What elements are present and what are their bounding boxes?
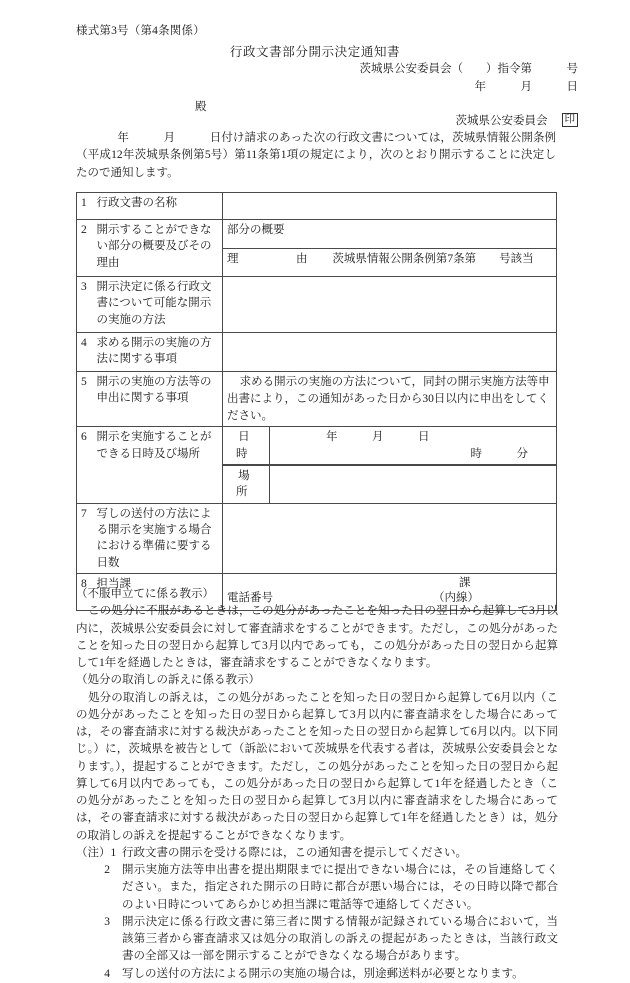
row6-label: 開示を実施することができる日時及び場所 bbox=[96, 431, 212, 460]
row2-reason-label: 理 由 bbox=[227, 253, 308, 265]
row6-datetime-value-cell[interactable] bbox=[270, 427, 557, 464]
seal-stamp-icon: 印 bbox=[562, 113, 579, 127]
row5-label: 開示の実施の方法等の申出に関する事項 bbox=[96, 376, 212, 405]
row6-place-subtable bbox=[223, 465, 556, 503]
row4-value-cell[interactable] bbox=[223, 333, 557, 372]
note-item bbox=[76, 862, 558, 914]
row1-label: 行政文書の名称 bbox=[96, 197, 178, 209]
row6-label-cell bbox=[77, 427, 223, 503]
row8-label: 担当課 bbox=[96, 577, 132, 590]
row2-reason-cell[interactable] bbox=[223, 249, 557, 277]
order-number-line: 茨城県公安委員会（ ）指令第 号 bbox=[359, 63, 578, 75]
row7-label-cell bbox=[77, 503, 223, 573]
row3-number: 3 bbox=[81, 281, 87, 293]
issuer-name: 茨城県公安委員会 bbox=[455, 115, 548, 127]
row2-number: 2 bbox=[81, 224, 87, 236]
row8-section-suffix: 課 bbox=[459, 576, 471, 589]
note-marker-3: 3 bbox=[104, 915, 110, 928]
row1-label-cell bbox=[77, 193, 223, 220]
revocation-paragraph: 処分の取消しの訴えは，この処分があったことを知った日の翌日から起算して6月以内（この処分があったことを知った日の翌日から起算して3月以内に審査請求をした場合にあっては，その審査請求に対する裁決があったことを知った日の翌日から起算して6月以内。以下同じ。）に，茨城県を被告として（訴訟において茨城県を代表する者は，茨城県公安委員会となります。），提起することができます。ただし，この処分があったことを知った日の翌日から起算して6月以内であっても，この処分があった日の翌日から起算して1年を経過したとき（この処分があったことを知った日の翌日から起算して3月以内に審査請求をした場合にあっては，その審査請求に対する裁決があった日の翌日から起算して1年を経過したとき）は，処分の取消しの訴えを提起することができなくなります。 bbox=[76, 691, 558, 842]
row4-label: 求める開示の実施の方法に関する事項 bbox=[96, 337, 212, 366]
note-text-3: 開示決定に係る行政文書に第三者に関する情報が記録されている場合において，当該第三者から審査請求又は処分の取消しの訴えの提起があったときは，当該行政文書の全部又は一部を開示することができなくなる場合があります。 bbox=[122, 915, 558, 963]
row7-number: 7 bbox=[81, 507, 87, 520]
row4-number: 4 bbox=[81, 337, 87, 349]
note-item bbox=[76, 845, 558, 862]
note-marker-4: 4 bbox=[104, 967, 110, 980]
table-row-document-name bbox=[77, 193, 557, 220]
row8-tel-label: 電話番号 bbox=[227, 591, 273, 604]
row5-value-cell bbox=[223, 372, 557, 427]
row6-datetime-line1: 年 月 日 bbox=[326, 431, 430, 444]
note-text-2: 開示実施方法等申出書を提出期限までに提出できない場合には，その旨連絡してください。また，指定された開示の日時に都合が悪い場合には，その日時以降で都合のよい日時についてあらかじめ担当課に電話等で連絡してください。 bbox=[122, 864, 558, 911]
note-marker-2: 2 bbox=[104, 864, 110, 876]
row5-label-cell bbox=[77, 372, 223, 427]
notices-section bbox=[76, 586, 558, 983]
row6-number: 6 bbox=[81, 431, 87, 444]
row8-number: 8 bbox=[81, 577, 87, 590]
table-row-possible-methods bbox=[77, 277, 557, 333]
table-row-nondisclosure-summary bbox=[77, 220, 557, 249]
table-row-datetime-place bbox=[77, 427, 557, 465]
disclosure-form-table bbox=[76, 192, 557, 611]
row7-value-cell[interactable] bbox=[223, 503, 557, 573]
revocation-heading: （処分の取消しの訴えに係る教示） bbox=[76, 674, 260, 687]
issue-date-line: 年 月 日 bbox=[474, 81, 578, 93]
intro-paragraph: 年 月 日付け請求のあった次の行政文書については，茨城県情報公開条例（平成12年茨城県条例第5号）第11条第1項の規定により，次のとおり開示することに決定したので通知します。 bbox=[76, 132, 556, 179]
table-row-application-matters bbox=[77, 372, 557, 427]
row6-place-value-cell[interactable] bbox=[270, 466, 557, 503]
form-number: 様式第3号（第4条関係） bbox=[76, 25, 205, 37]
note-text-4: 写しの送付の方法による開示の実施の場合は，別途郵送料が必要となります。 bbox=[122, 967, 524, 980]
row2-reason-value: 茨城県情報公開条例第7条第 号該当 bbox=[332, 253, 534, 265]
document-title: 行政文書部分開示決定通知書 bbox=[229, 45, 401, 59]
row3-value-cell[interactable] bbox=[223, 277, 557, 333]
row6-datetime-wrapper bbox=[223, 427, 557, 465]
row6-datetime-label: 日 時 bbox=[223, 427, 270, 464]
row6-datetime-line2: 時 分 bbox=[470, 448, 528, 461]
appeal-paragraph: この処分に不服があるときは，この処分があったことを知った日の翌日から起算して3月以内に，茨城県公安委員会に対して審査請求をすることができます。ただし，この処分があったことを知った日の翌日から起算して3月以内であっても，この処分があった日の翌日から起算して1年を経過したときは，審査請求をすることができなくなります。 bbox=[76, 605, 558, 669]
row8-extension-label: （内線） bbox=[433, 591, 479, 604]
row6-place-label: 場 所 bbox=[223, 466, 270, 503]
notes-list bbox=[76, 845, 558, 983]
appeal-heading: （不服申立てに係る教示） bbox=[76, 588, 214, 600]
note-item bbox=[76, 966, 558, 983]
row5-number: 5 bbox=[81, 376, 87, 388]
note-marker-1: （注）1 bbox=[76, 846, 117, 859]
row3-label: 開示決定に係る行政文書について可能な開示の実施の方法 bbox=[96, 281, 212, 326]
row3-label-cell bbox=[77, 277, 223, 333]
addressee-label: 殿 bbox=[195, 101, 207, 113]
row2-label: 開示することができない部分の概要及びその理由 bbox=[96, 224, 212, 269]
row7-label: 写しの送付の方法による開示を実施する場合における準備に要する日数 bbox=[96, 507, 212, 569]
row6-place-wrapper bbox=[223, 465, 557, 504]
row6-datetime-subtable bbox=[223, 427, 556, 464]
row2-summary-cell[interactable] bbox=[223, 220, 557, 249]
row4-label-cell bbox=[77, 333, 223, 372]
note-item bbox=[76, 914, 558, 966]
row5-value-text: 求める開示の実施の方法について，同封の開示実施方法等申出書により，この通知があった日から30日以内に申出をしてください。 bbox=[227, 376, 550, 422]
table-row-copy-send-days bbox=[77, 503, 557, 573]
issuer-block bbox=[456, 112, 579, 128]
row1-number: 1 bbox=[81, 197, 87, 209]
table-row-requested-method bbox=[77, 333, 557, 372]
row2-summary-label: 部分の概要 bbox=[227, 224, 285, 236]
row2-label-cell bbox=[77, 220, 223, 277]
row1-value-cell[interactable] bbox=[223, 193, 557, 220]
note-text-1: 行政文書の開示を受ける際には，この通知書を提示してください。 bbox=[122, 846, 467, 859]
